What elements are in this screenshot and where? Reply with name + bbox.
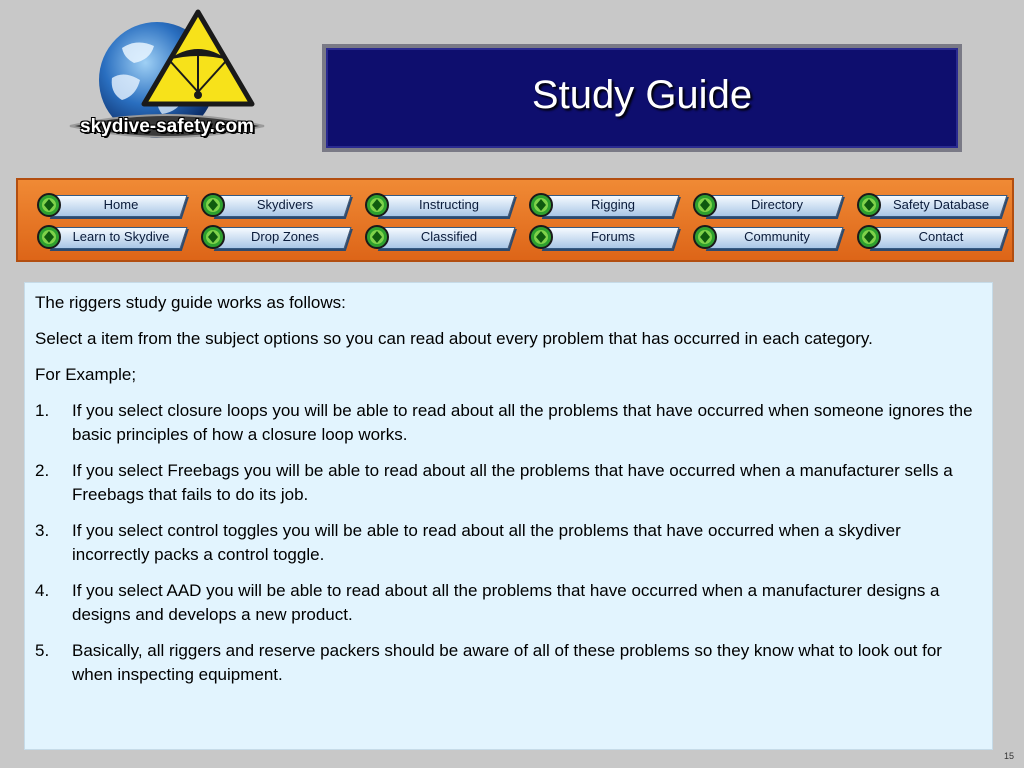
nav-safety-database-button[interactable]: [856, 192, 1009, 218]
nav-forums-button[interactable]: [528, 224, 681, 250]
list-item-number: 2.: [35, 461, 50, 480]
page-number: 15: [1003, 751, 1014, 761]
nav-drop-zones-button[interactable]: [200, 224, 353, 250]
green-arrow-icon: [200, 224, 226, 250]
logo-text: skydive-safety.com: [80, 116, 254, 137]
nav-community-label: Community: [744, 229, 810, 244]
nav-row-1: [36, 192, 1009, 218]
navigation-bar: [16, 178, 1014, 262]
nav-skydivers-label: Skydivers: [256, 197, 314, 212]
list-item-number: 5.: [35, 641, 50, 660]
list-item-text: If you select closure loops you will be able to read about all the problems that have occurred when someone ignores the basic principles of how a closure loop works.: [72, 401, 973, 444]
nav-learn-to-skydive-label: Learn to Skydive: [72, 229, 170, 244]
nav-rigging-button[interactable]: [528, 192, 681, 218]
green-arrow-icon: [364, 224, 390, 250]
green-arrow-icon: [36, 192, 62, 218]
green-arrow-icon: [528, 224, 554, 250]
example-heading: For Example;: [35, 365, 137, 384]
nav-contact-label: Contact: [918, 229, 964, 244]
study-guide-content: [24, 282, 993, 750]
green-arrow-icon: [856, 192, 882, 218]
green-arrow-icon: [528, 192, 554, 218]
nav-instructing-label: Instructing: [419, 197, 479, 212]
green-arrow-icon: [856, 224, 882, 250]
site-logo[interactable]: [62, 8, 272, 158]
nav-contact-button[interactable]: [856, 224, 1009, 250]
list-item: [35, 639, 982, 687]
nav-row-2: [36, 224, 1009, 250]
nav-instructing-button[interactable]: [364, 192, 517, 218]
nav-directory-label: Directory: [750, 197, 803, 212]
nav-home-label: Home: [103, 197, 139, 212]
nav-safety-database-label: Safety Database: [892, 197, 990, 212]
list-item-number: 4.: [35, 581, 50, 600]
nav-drop-zones-label: Drop Zones: [251, 229, 319, 244]
list-item: [35, 459, 982, 507]
list-item-text: If you select AAD you will be able to read about all the problems that have occurred when a manufacturer designs a designs and develops a new product.: [72, 581, 940, 624]
green-arrow-icon: [692, 224, 718, 250]
green-arrow-icon: [200, 192, 226, 218]
intro-text: The riggers study guide works as follows:: [35, 293, 346, 312]
title-banner: [322, 44, 962, 152]
list-item-number: 1.: [35, 401, 50, 420]
list-item-number: 3.: [35, 521, 50, 540]
green-arrow-icon: [36, 224, 62, 250]
green-arrow-icon: [364, 192, 390, 218]
nav-home-button[interactable]: [36, 192, 189, 218]
list-item-text: If you select control toggles you will be able to read about all the problems that have occurred when a skydiver incorrectly packs a control toggle.: [72, 521, 901, 564]
example-list: [35, 399, 982, 687]
list-item: [35, 399, 982, 447]
instruction-text: Select a item from the subject options so you can read about every problem that has occurred in each category.: [35, 329, 873, 348]
nav-classified-button[interactable]: [364, 224, 517, 250]
nav-learn-to-skydive-button[interactable]: [36, 224, 189, 250]
nav-community-button[interactable]: [692, 224, 845, 250]
list-item-text: Basically, all riggers and reserve packers should be aware of all of these problems so they know what to look out for when inspecting equipment.: [72, 641, 942, 684]
page-title: Study Guide: [531, 72, 753, 117]
list-item-text: If you select Freebags you will be able to read about all the problems that have occurred when a manufacturer sells a Freebags that fails to do its job.: [72, 461, 953, 504]
nav-directory-button[interactable]: [692, 192, 845, 218]
list-item: [35, 519, 982, 567]
list-item: [35, 579, 982, 627]
green-arrow-icon: [692, 192, 718, 218]
nav-classified-label: Classified: [420, 229, 478, 244]
nav-forums-label: Forums: [590, 229, 636, 244]
nav-skydivers-button[interactable]: [200, 192, 353, 218]
nav-rigging-label: Rigging: [590, 197, 636, 212]
